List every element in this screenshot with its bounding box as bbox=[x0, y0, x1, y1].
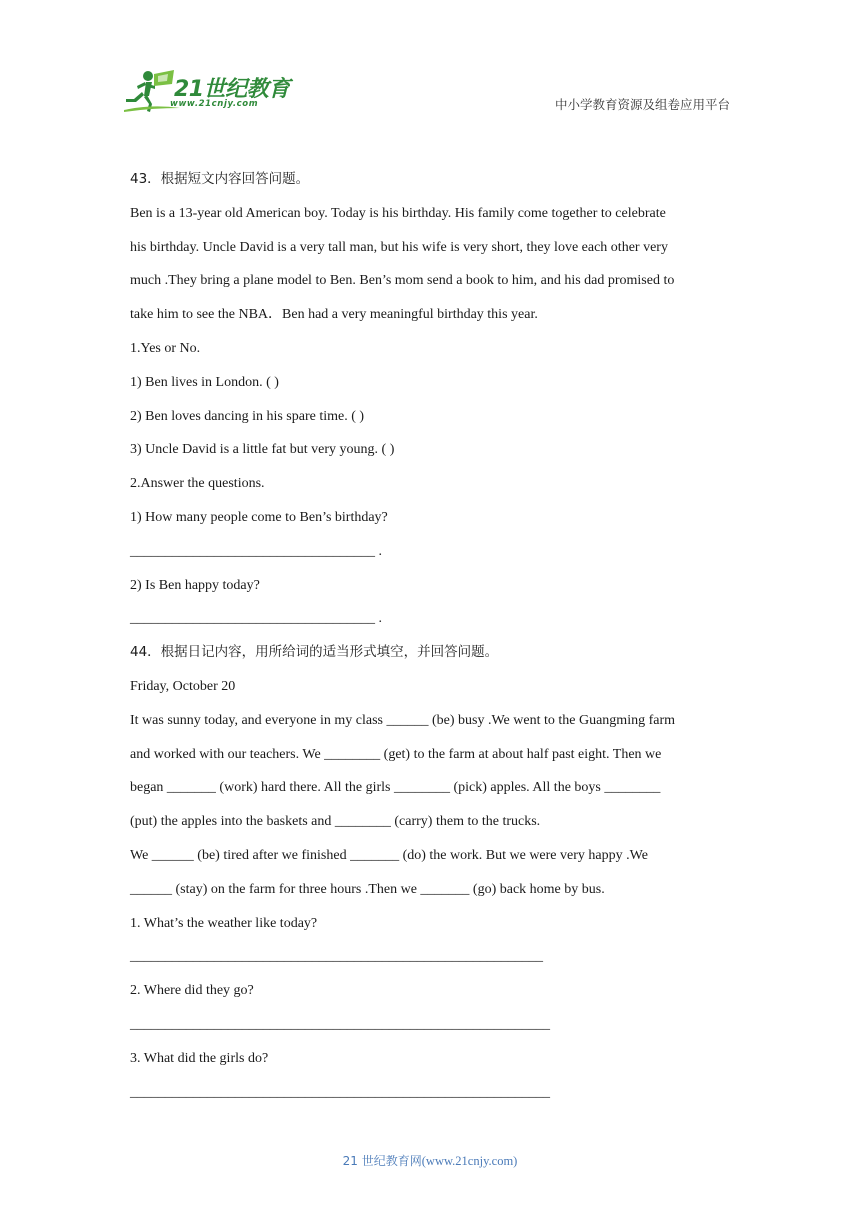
text-line: We ______ (be) tired after we finished _______ (do) the work. But we were very happy .We bbox=[130, 847, 648, 863]
text-line: 2.Answer the questions. bbox=[130, 476, 265, 492]
logo-url: www.21cnjy.com bbox=[170, 99, 259, 109]
footer-site-name: 21 世纪教育网 bbox=[342, 1154, 422, 1168]
text-line: 1.Yes or No. bbox=[130, 340, 201, 356]
text-line: 3) Uncle David is a little fat but very young. ( ) bbox=[130, 442, 395, 458]
footer-url: (www.21cnjy.com) bbox=[421, 1154, 518, 1168]
text-line: It was sunny today, and everyone in my class ______ (be) busy .We went to the Guangming farm bbox=[130, 712, 676, 728]
text-line: 44．根据日记内容，用所给词的适当形式填空，并回答问题。 bbox=[130, 644, 499, 661]
worksheet-content bbox=[130, 163, 730, 1109]
text-line: 2) Is Ben happy today? bbox=[130, 577, 260, 593]
text-line: 2. Where did they go? bbox=[130, 983, 254, 999]
text-line: 1. What’s the weather like today? bbox=[130, 915, 318, 931]
answer-blank-line[interactable]: ____________________________________________________________ bbox=[130, 1084, 550, 1100]
text-line: take him to see the NBA．Ben had a very meaningful birthday this year. bbox=[130, 307, 538, 323]
answer-blank-line[interactable]: ___________________________________________________________ bbox=[130, 949, 543, 965]
text-line: and worked with our teachers. We ________ (get) to the farm at about half past eight. Then we bbox=[130, 746, 662, 762]
answer-blank-line[interactable]: ___________________________________ . bbox=[130, 611, 382, 627]
text-line: 2) Ben loves dancing in his spare time. ( ) bbox=[130, 408, 365, 424]
answer-blank-line[interactable]: ___________________________________ . bbox=[130, 543, 382, 559]
site-logo[interactable] bbox=[122, 68, 292, 116]
text-line: 1) How many people come to Ben’s birthday? bbox=[130, 509, 388, 525]
text-line: 1) Ben lives in London. ( ) bbox=[130, 374, 279, 390]
text-line: began _______ (work) hard there. All the girls ________ (pick) apples. All the boys ________ bbox=[130, 780, 661, 796]
text-line: (put) the apples into the baskets and ________ (carry) them to the trucks. bbox=[130, 814, 541, 830]
text-line: his birthday. Uncle David is a very tall man, but his wife is very short, they love each other very bbox=[130, 239, 668, 255]
platform-tagline: 中小学教育资源及组卷应用平台 bbox=[554, 97, 730, 112]
answer-blank-line[interactable]: ______ (stay) on the farm for three hours .Then we _______ (go) back home by bus. bbox=[130, 881, 605, 897]
page-header bbox=[0, 0, 860, 130]
text-line: 3. What did the girls do? bbox=[130, 1050, 269, 1066]
answer-blank-line[interactable]: ____________________________________________________________ bbox=[130, 1016, 550, 1032]
text-line: much .They bring a plane model to Ben. Ben’s mom send a book to him, and his dad promised to bbox=[130, 273, 675, 289]
logo-text: 21世纪教育 bbox=[174, 77, 290, 102]
text-line: Friday, October 20 bbox=[130, 678, 236, 694]
text-line: 43．根据短文内容回答问题。 bbox=[130, 171, 310, 187]
page-footer[interactable] bbox=[0, 1152, 860, 1169]
text-line: Ben is a 13-year old American boy. Today is his birthday. His family come together to celebrate bbox=[130, 205, 666, 221]
